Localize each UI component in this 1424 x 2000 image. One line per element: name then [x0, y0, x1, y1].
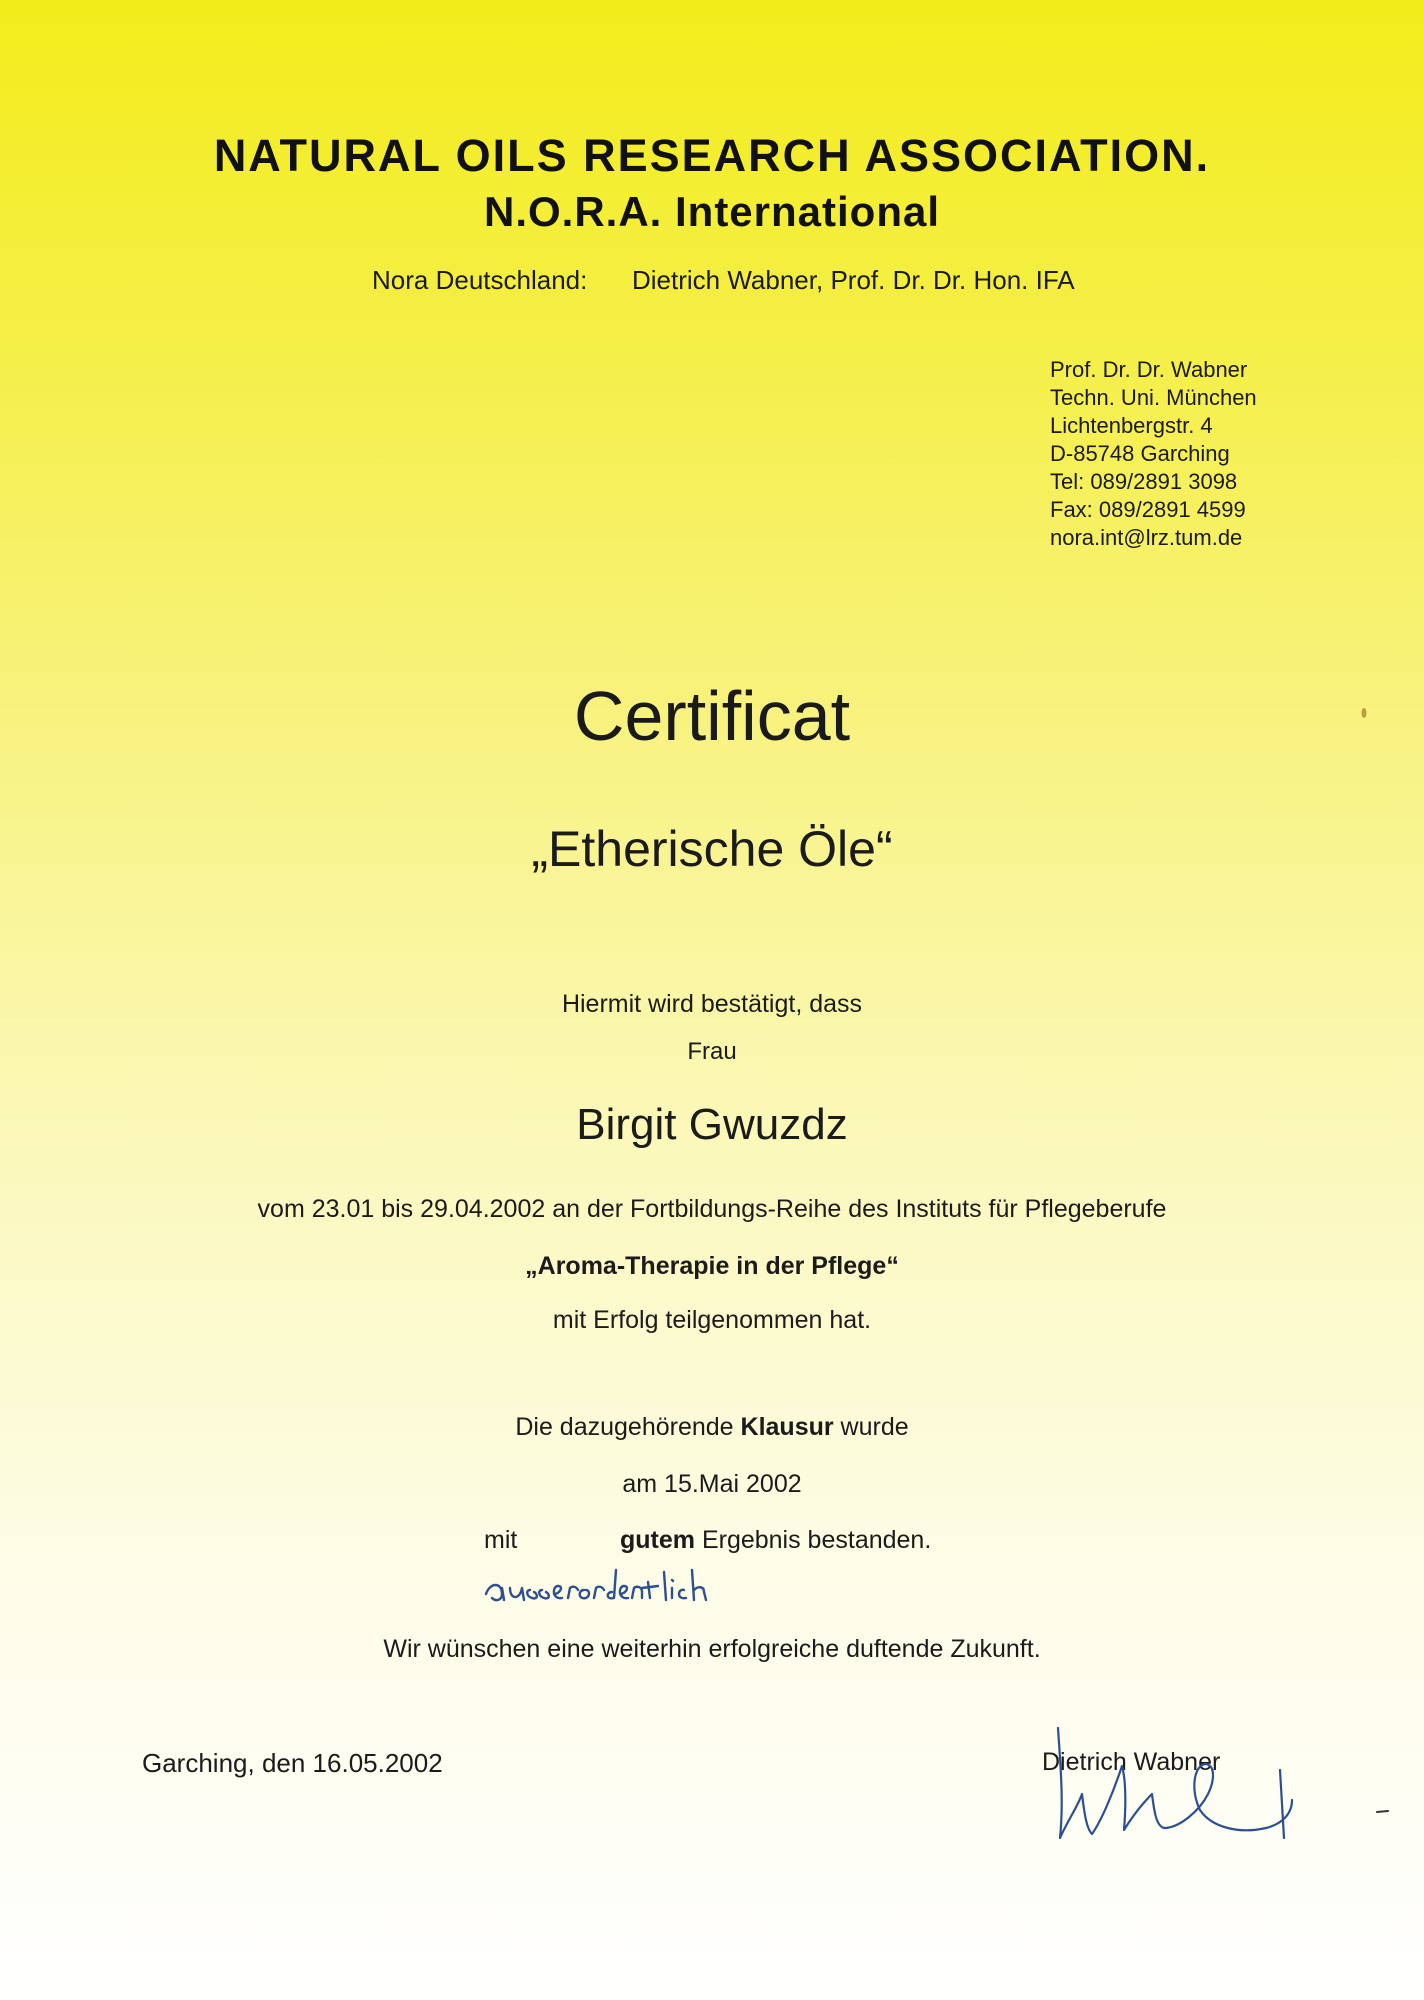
address-line: Techn. Uni. München	[1050, 385, 1257, 410]
exam-line	[0, 1413, 1424, 1442]
representative-name: Dietrich Wabner, Prof. Dr. Dr. Hon. IFA	[632, 265, 1075, 295]
representative-label: Nora Deutschland:	[372, 265, 588, 295]
signer-name: Dietrich Wabner	[1042, 1748, 1221, 1776]
exam-suffix: wurde	[833, 1413, 909, 1441]
place-date: Garching, den 16.05.2002	[142, 1748, 443, 1778]
closing-wishes: Wir wünschen eine weiterhin erfolgreiche duftende Zukunft.	[383, 1635, 1041, 1663]
confirmation-text: Hiermit wird bestätigt, dass	[561, 990, 863, 1018]
result-mit: mit	[484, 1526, 518, 1554]
certificate-subject: „Etherische Öle“	[531, 821, 893, 877]
course-description: vom 23.01 bis 29.04.2002 an der Fortbildungs-Reihe des Instituts für Pflegeberufe	[257, 1195, 1167, 1223]
paper-speck	[1360, 706, 1368, 720]
paper-speck	[1376, 1808, 1390, 1816]
handwritten-note	[480, 1560, 770, 1610]
result-grade: gutem	[620, 1526, 695, 1554]
address-email: nora.int@lrz.tum.de	[1050, 525, 1243, 550]
contact-address	[1050, 356, 1257, 552]
certificate-title: Certificat	[573, 677, 851, 755]
result-suffix: Ergebnis bestanden.	[695, 1526, 932, 1554]
result-text	[620, 1526, 931, 1555]
completion-text: mit Erfolg teilgenommen hat.	[552, 1306, 872, 1334]
organization-subtitle: N.O.R.A. International	[483, 188, 941, 235]
exam-date: am 15.Mai 2002	[622, 1470, 802, 1498]
address-line: Prof. Dr. Dr. Wabner	[1050, 357, 1248, 382]
course-name: „Aroma-Therapie in der Pflege“	[525, 1252, 899, 1280]
salutation: Frau	[687, 1038, 737, 1065]
exam-prefix: Die dazugehörende	[515, 1413, 741, 1441]
address-fax: Fax: 089/2891 4599	[1050, 497, 1246, 522]
exam-keyword: Klausur	[740, 1413, 834, 1441]
signature	[1030, 1710, 1350, 1850]
address-line: D-85748 Garching	[1050, 441, 1230, 466]
address-line: Lichtenbergstr. 4	[1050, 413, 1213, 438]
address-phone: Tel: 089/2891 3098	[1050, 469, 1238, 494]
organization-name: NATURAL OILS RESEARCH ASSOCIATION.	[213, 130, 1211, 181]
recipient-name: Birgit Gwuzdz	[576, 1100, 848, 1149]
